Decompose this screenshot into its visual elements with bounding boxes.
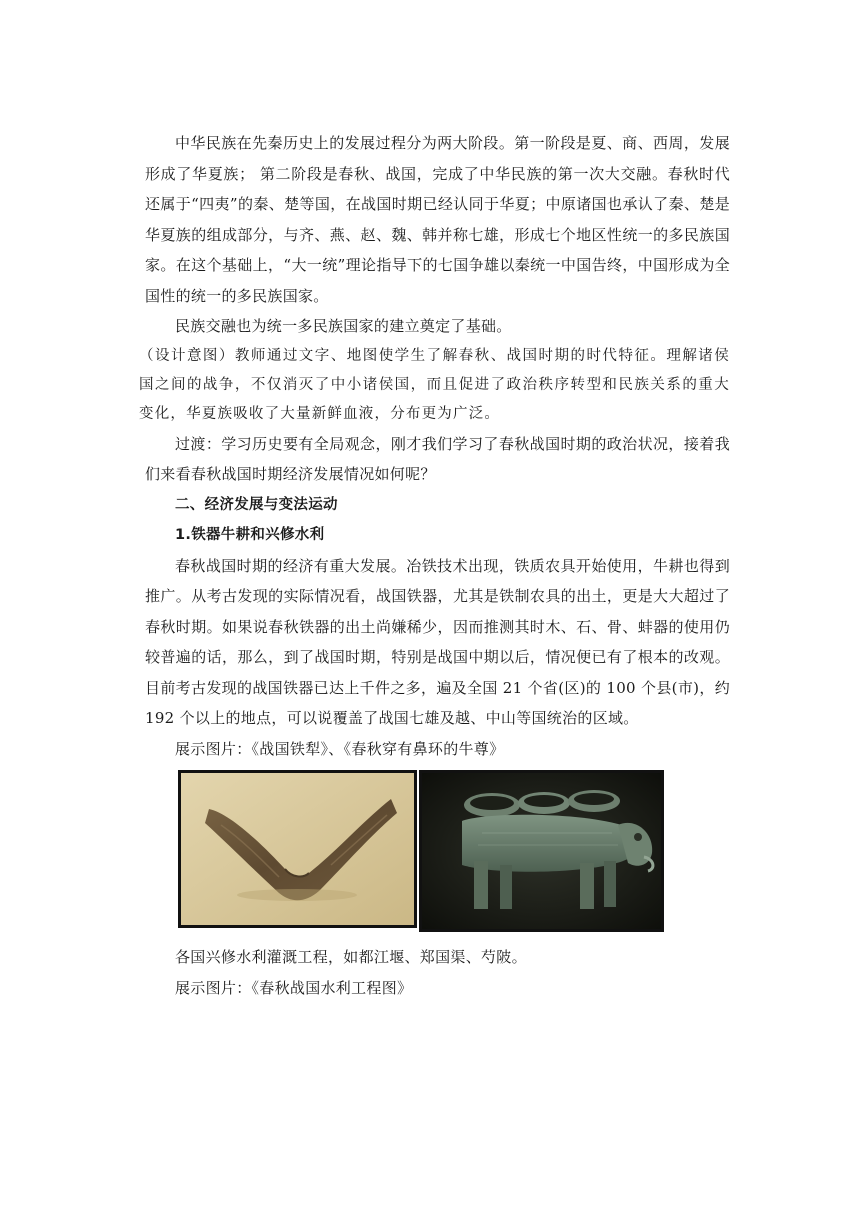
document-body	[139, 128, 730, 1003]
show-images-caption: 展示图片：《战国铁犁》、《春秋穿有鼻环的牛尊》	[175, 739, 505, 758]
paragraph-iron-tools: 春秋战国时期的经济有重大发展。冶铁技术出现，铁质农具开始使用，牛耕也得到推广。从考古发现的实际情况看，战国铁器，尤其是铁制农具的出土，更是大大超过了春秋时期。如果说春秋铁器的出土尚嫌稀少，因而推测其时木、石、骨、蚌器的使用仍较普遍的话，那么，到了战国时期，特别是战国中期以后，情况便已有了根本的改观。目前考古发现的战国铁器已达上千件之多，遍及全国 21 个省(区)的 100 个县(市)，约 192 个以上的地点，可以说覆盖了战国七雄及越、中山等国统治的区域。	[145, 556, 730, 727]
transition-paragraph: 过渡：学习历史要有全局观念，刚才我们学习了春秋战国时期的政治状况，接着我们来看春秋战国时期经济发展情况如何呢？	[145, 434, 730, 483]
design-intent-note: （设计意图）教师通过文字、地图使学生了解春秋、战国时期的时代特征。理解诸侯国之间的战争，不仅消灭了中小诸侯国，而且促进了政治秩序转型和民族关系的重大变化，华夏族吸收了大量新鲜血液，分布更为广泛。	[139, 347, 730, 422]
iron-plow-photo	[178, 770, 417, 928]
show-images-caption-2: 展示图片：《春秋战国水利工程图》	[175, 978, 413, 997]
figure-row	[145, 770, 730, 942]
subsection-heading: 1.铁器牛耕和兴修水利	[175, 527, 325, 543]
paragraph-intro: 中华民族在先秦历史上的发展过程分为两大阶段。第一阶段是夏、商、西周，发展形成了华夏族； 第二阶段是春秋、战国，完成了中华民族的第一次大交融。春秋时代还属于“四夷”的秦、楚等国，在战国时期已经认同于华夏；中原诸国也承认了秦、楚是华夏族的组成部分，与齐、燕、赵、魏、韩并称七雄，形成七个地区性统一的多民族国家。在这个基础上，“大一统”理论指导下的七国争雄以秦统一中国告终，中国形成为全国性的统一的多民族国家。	[145, 134, 730, 305]
ox-zun-vessel-photo	[419, 770, 664, 932]
paragraph-foundation: 民族交融也为统一多民族国家的建立奠定了基础。	[175, 317, 512, 335]
section-heading: 二、经济发展与变法运动	[175, 496, 338, 513]
paragraph-irrigation: 各国兴修水利灌溉工程，如都江堰、郑国渠、芍陂。	[175, 948, 527, 966]
